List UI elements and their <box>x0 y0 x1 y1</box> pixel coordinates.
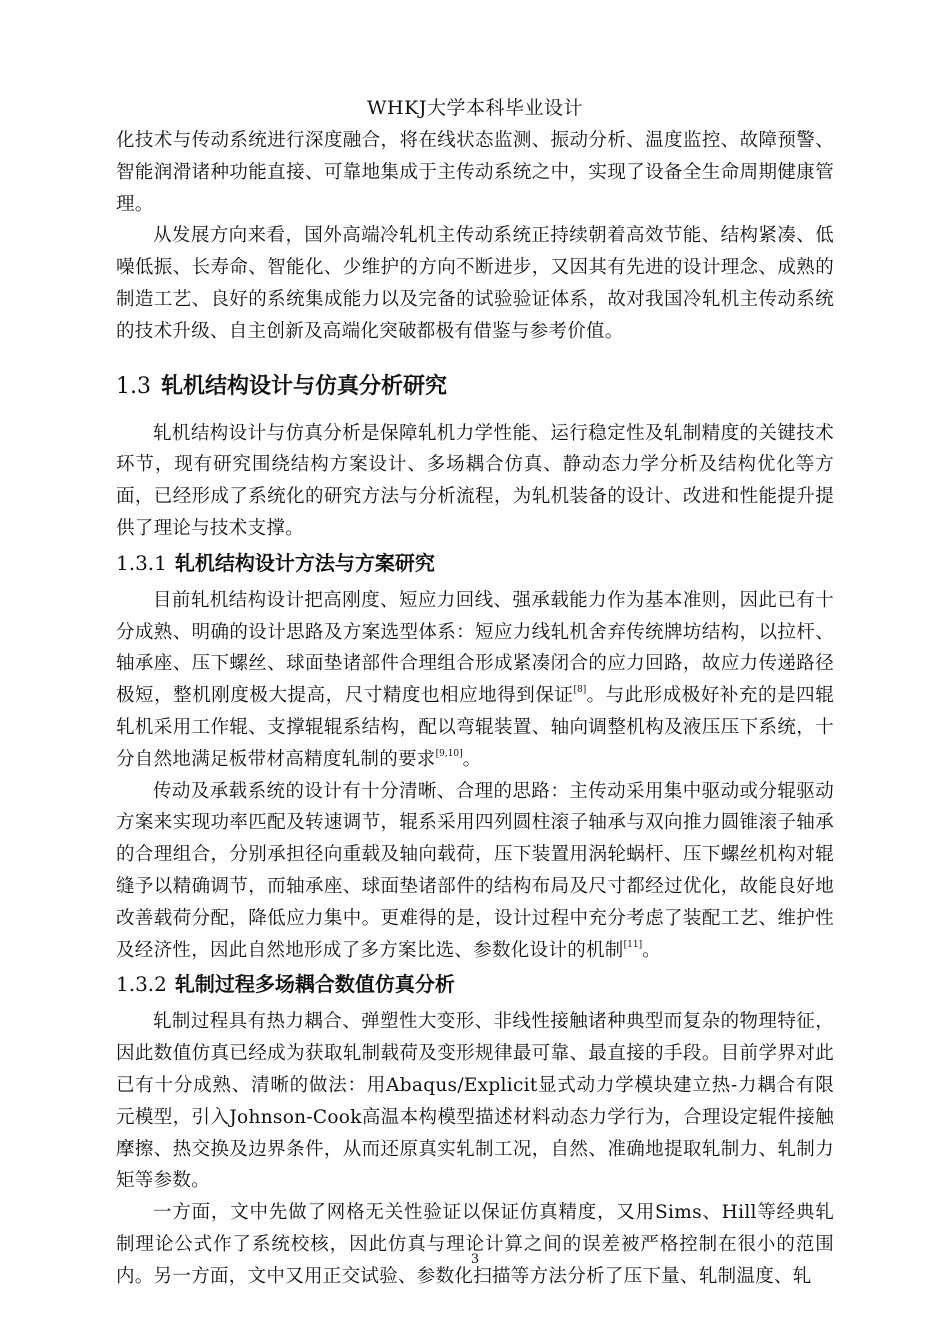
paragraph-text: 目前轧机结构设计把高刚度、短应力回线、强承载能力作为基本准则，因此已有十分成熟、明确的设计思路及方案选型体系：短应力线轧机舍弃传统牌坊结构，以拉杆、轴承座、压下螺丝、球面垫诸部件合理组合形成紧凑闭合的应力回路，故应力传递路径极短，整机刚度极大提高，尺寸精度也相应地得到保证 <box>116 589 834 707</box>
section-title: 轧制过程多场耦合数值仿真分析 <box>174 972 455 997</box>
citation-ref: [9,10] <box>435 748 463 759</box>
paragraph-text: 。与此形成极好补充的是四辊轧机采用工作辊、支撑辊辊系结构，配以弯辊装置、轴向调整机构及液压压下系统，十分自然地满足板带材高精度轧制的要求 <box>116 685 835 770</box>
section-heading-1-3-2 <box>116 968 834 1000</box>
section-heading-1-3 <box>116 370 834 404</box>
section-number: 1.3 <box>116 373 151 399</box>
section-title: 轧机结构设计方法与方案研究 <box>174 550 435 575</box>
page-number: 3 <box>470 1252 480 1267</box>
page-body <box>116 125 834 1293</box>
body-paragraph: 从发展方向来看，国外高端冷轧机主传动系统正持续朝着高效节能、结构紧凑、低噪低振、长寿命、智能化、少维护的方向不断进步，又因其有先进的设计理念、成熟的制造工艺、良好的系统集成能力以及完备的试验验证体系，故对我国冷轧机主传动系统的技术升级、自主创新及高端化突破都极有借鉴与参考价值。 <box>116 225 834 342</box>
citation-ref: [11] <box>623 939 643 950</box>
section-number: 1.3.2 <box>116 972 167 997</box>
body-paragraph <box>116 776 834 967</box>
body-paragraph: 轧制过程具有热力耦合、弹塑性大变形、非线性接触诸种典型而复杂的物理特征，因此数值仿真已经成为获取轧制载荷及变形规律最可靠、最直接的手段。目前学界对此已有十分成熟、清晰的做法：用Abaqus/Explicit显式动力学模块建立热-力耦合有限元模型，引入Johnson-Cook高温本构模型描述材料动态力学行为，合理设定辊件接触摩擦、热交换及边界条件，从而还原真实轧制工况，自然、准确地提取轧制力、轧制力矩等参数。 <box>116 1011 834 1192</box>
paragraph-text: 。 <box>642 939 661 961</box>
section-heading-1-3-1 <box>116 547 834 579</box>
section-number: 1.3.1 <box>116 550 167 575</box>
body-paragraph: 一方面，文中先做了网格无关性验证以保证仿真精度，又用Sims、Hill等经典轧制理论公式作了系统校核，因此仿真与理论计算之间的误差被严格控制在很小的范围内。另一方面，文中又用正交试验、参数化扫描等方法分析了压下量、轧制温度、轧 <box>116 1202 834 1287</box>
body-paragraph: 轧机结构设计与仿真分析是保障轧机力学性能、运行稳定性及轧制精度的关键技术环节，现有研究围绕结构方案设计、多场耦合仿真、静动态力学分析及结构优化等方面，已经形成了系统化的研究方法与分析流程，为轧机装备的设计、改进和性能提升提供了理论与技术支撑。 <box>116 422 834 539</box>
page-header: WHKJ大学本科毕业设计 <box>367 97 583 119</box>
citation-ref: [8] <box>573 685 587 696</box>
body-paragraph: 化技术与传动系统进行深度融合，将在线状态监测、振动分析、温度监控、故障预警、智能润滑诸种功能直接、可靠地集成于主传动系统之中，实现了设备全生命周期健康管理。 <box>116 130 834 215</box>
section-title: 轧机结构设计与仿真分析研究 <box>161 373 448 399</box>
paragraph-text: 。 <box>462 748 482 770</box>
body-paragraph <box>116 585 834 776</box>
paragraph-text: 传动及承载系统的设计有十分清晰、合理的思路：主传动采用集中驱动或分辊驱动方案来实现功率匹配及转速调节，辊系采用四列圆柱滚子轴承与双向推力圆锥滚子轴承的合理组合，分别承担径向重载及轴向载荷，压下装置用涡轮蜗杆、压下螺丝机构对辊缝予以精确调节，而轴承座、球面垫诸部件的结构布局及尺寸都经过优化，故能良好地改善载荷分配，降低应力集中。更难得的是，设计过程中充分考虑了装配工艺、维护性及经济性，因此自然地形成了多方案比选、参数化设计的机制 <box>116 780 834 961</box>
